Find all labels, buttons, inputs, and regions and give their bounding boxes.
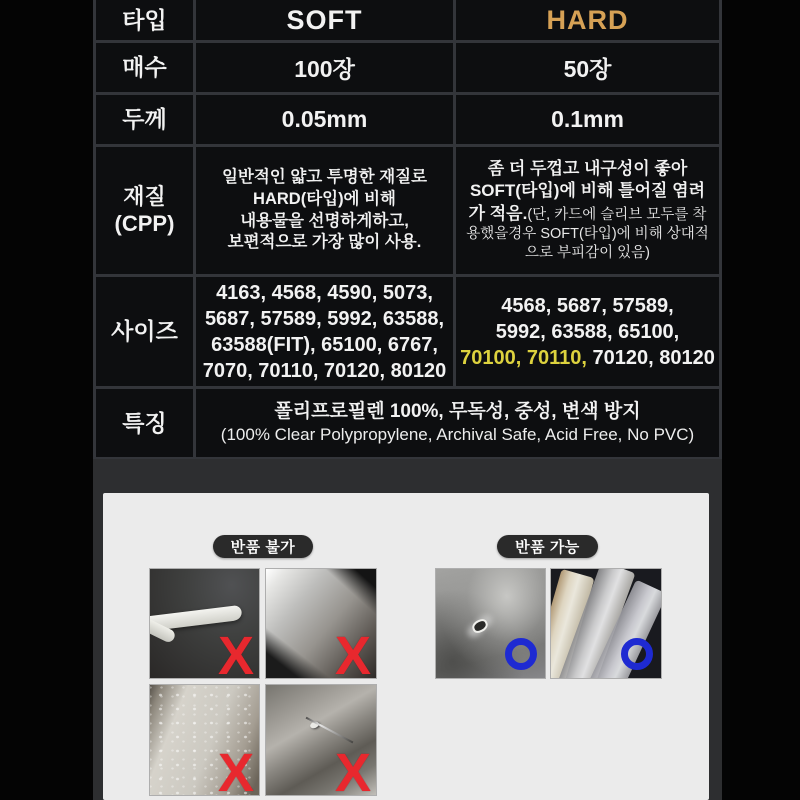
- count-hard-value: 50장: [563, 56, 612, 82]
- thickness-soft-cell: [196, 95, 453, 144]
- material-soft-line2: HARD(타입)에 비해: [253, 189, 396, 208]
- size-hard-line3-rest: 70120, 80120: [586, 346, 715, 369]
- x-mark: X: [217, 743, 254, 795]
- count-soft-cell: [196, 43, 453, 92]
- size-hard-line1: 4568, 5687, 57589,: [501, 294, 674, 317]
- x-mark: X: [334, 626, 371, 678]
- size-hard-highlighted-sizes: 70100, 70110,: [460, 346, 587, 369]
- material-row-label: [96, 147, 193, 274]
- size-soft-line1: 4163, 4568, 4590, 5073,: [216, 281, 433, 304]
- material-hard-text: [464, 158, 711, 264]
- type-row-label: [96, 0, 193, 40]
- thickness-soft-value: 0.05mm: [281, 106, 368, 132]
- count-hard-cell: [456, 43, 719, 92]
- defect-photo-creased-sheet: [266, 685, 376, 795]
- return-not-allowed-badge: [213, 535, 313, 558]
- hard-column-header: HARD: [546, 4, 629, 35]
- feature-value-cell: [196, 389, 719, 457]
- material-hard-note: (단, 카드에 슬리브 모두를 착용했을경우 SOFT(타입)에 비해 상대적으로 부피감이 있음): [466, 206, 709, 262]
- pinhole-detail: [470, 617, 490, 635]
- material-label-line1: 재질: [123, 184, 166, 210]
- size-soft-line2: 5687, 57589, 5992, 63588,: [204, 307, 445, 330]
- defect-photo-speckled-sheet: [150, 685, 259, 795]
- return-allowed-label: 반품 가능: [515, 539, 580, 556]
- crease-line: [306, 717, 354, 744]
- x-mark: X: [334, 743, 371, 795]
- material-hard-cell: [456, 147, 719, 274]
- feature-label-text: 특징: [122, 409, 167, 436]
- material-soft-line4: 보편적으로 가장 많이 사용.: [227, 233, 422, 252]
- material-soft-cell: [196, 147, 453, 274]
- ok-photo-fanned-sleeves: [551, 569, 661, 678]
- size-soft-line4: 7070, 70110, 70120, 80120: [202, 359, 447, 382]
- size-hard-line2: 5992, 63588, 65100,: [495, 320, 680, 343]
- count-soft-value: 100장: [294, 56, 355, 82]
- o-mark-icon: [505, 638, 537, 670]
- type-soft-cell: [196, 0, 453, 40]
- size-row-label: [96, 277, 193, 386]
- size-hard-line3: [460, 345, 715, 371]
- o-mark-icon: [621, 638, 653, 670]
- return-allowed-badge: [497, 535, 598, 558]
- material-soft-line3: 내용물을 선명하게하고,: [240, 211, 409, 230]
- returns-panel: [103, 493, 709, 800]
- size-soft-line3: 63588(FIT), 65100, 6767,: [211, 333, 438, 356]
- material-label-line2: (CPP): [114, 210, 175, 236]
- return-not-allowed-label: 반품 불가: [230, 539, 296, 556]
- thickness-label-text: 두께: [122, 106, 167, 133]
- type-label-text: 타입: [122, 6, 167, 33]
- feature-row-label: [96, 389, 193, 457]
- spec-table: [93, 0, 722, 460]
- thickness-row-label: [96, 95, 193, 144]
- material-hard-main: 좀 더 두껍고 내구성이 좋아 SOFT(타입)에 비해 틀어질 염려가 적음.: [468, 158, 706, 223]
- size-hard-cell: [456, 277, 719, 386]
- defect-photo-crumpled-sheet: [266, 569, 376, 678]
- thickness-hard-value: 0.1mm: [551, 106, 624, 132]
- thickness-hard-cell: [456, 95, 719, 144]
- feature-line1: 폴리프로필렌 100%, 무독성, 중성, 변색 방지: [274, 400, 641, 422]
- soft-column-header: SOFT: [286, 4, 363, 35]
- x-mark: X: [217, 626, 254, 678]
- size-label-text: 사이즈: [111, 318, 178, 345]
- defect-photo-bent-edge: [150, 569, 259, 678]
- count-label-text: 매수: [122, 54, 167, 81]
- ok-photo-pinhole: [436, 569, 545, 678]
- type-hard-cell: [456, 0, 719, 40]
- material-soft-line1: 일반적인 얇고 투명한 재질로: [221, 167, 428, 186]
- feature-line2: (100% Clear Polypropylene, Archival Safe, Acid Free, No PVC): [220, 425, 695, 445]
- size-soft-cell: [196, 277, 453, 386]
- count-row-label: [96, 43, 193, 92]
